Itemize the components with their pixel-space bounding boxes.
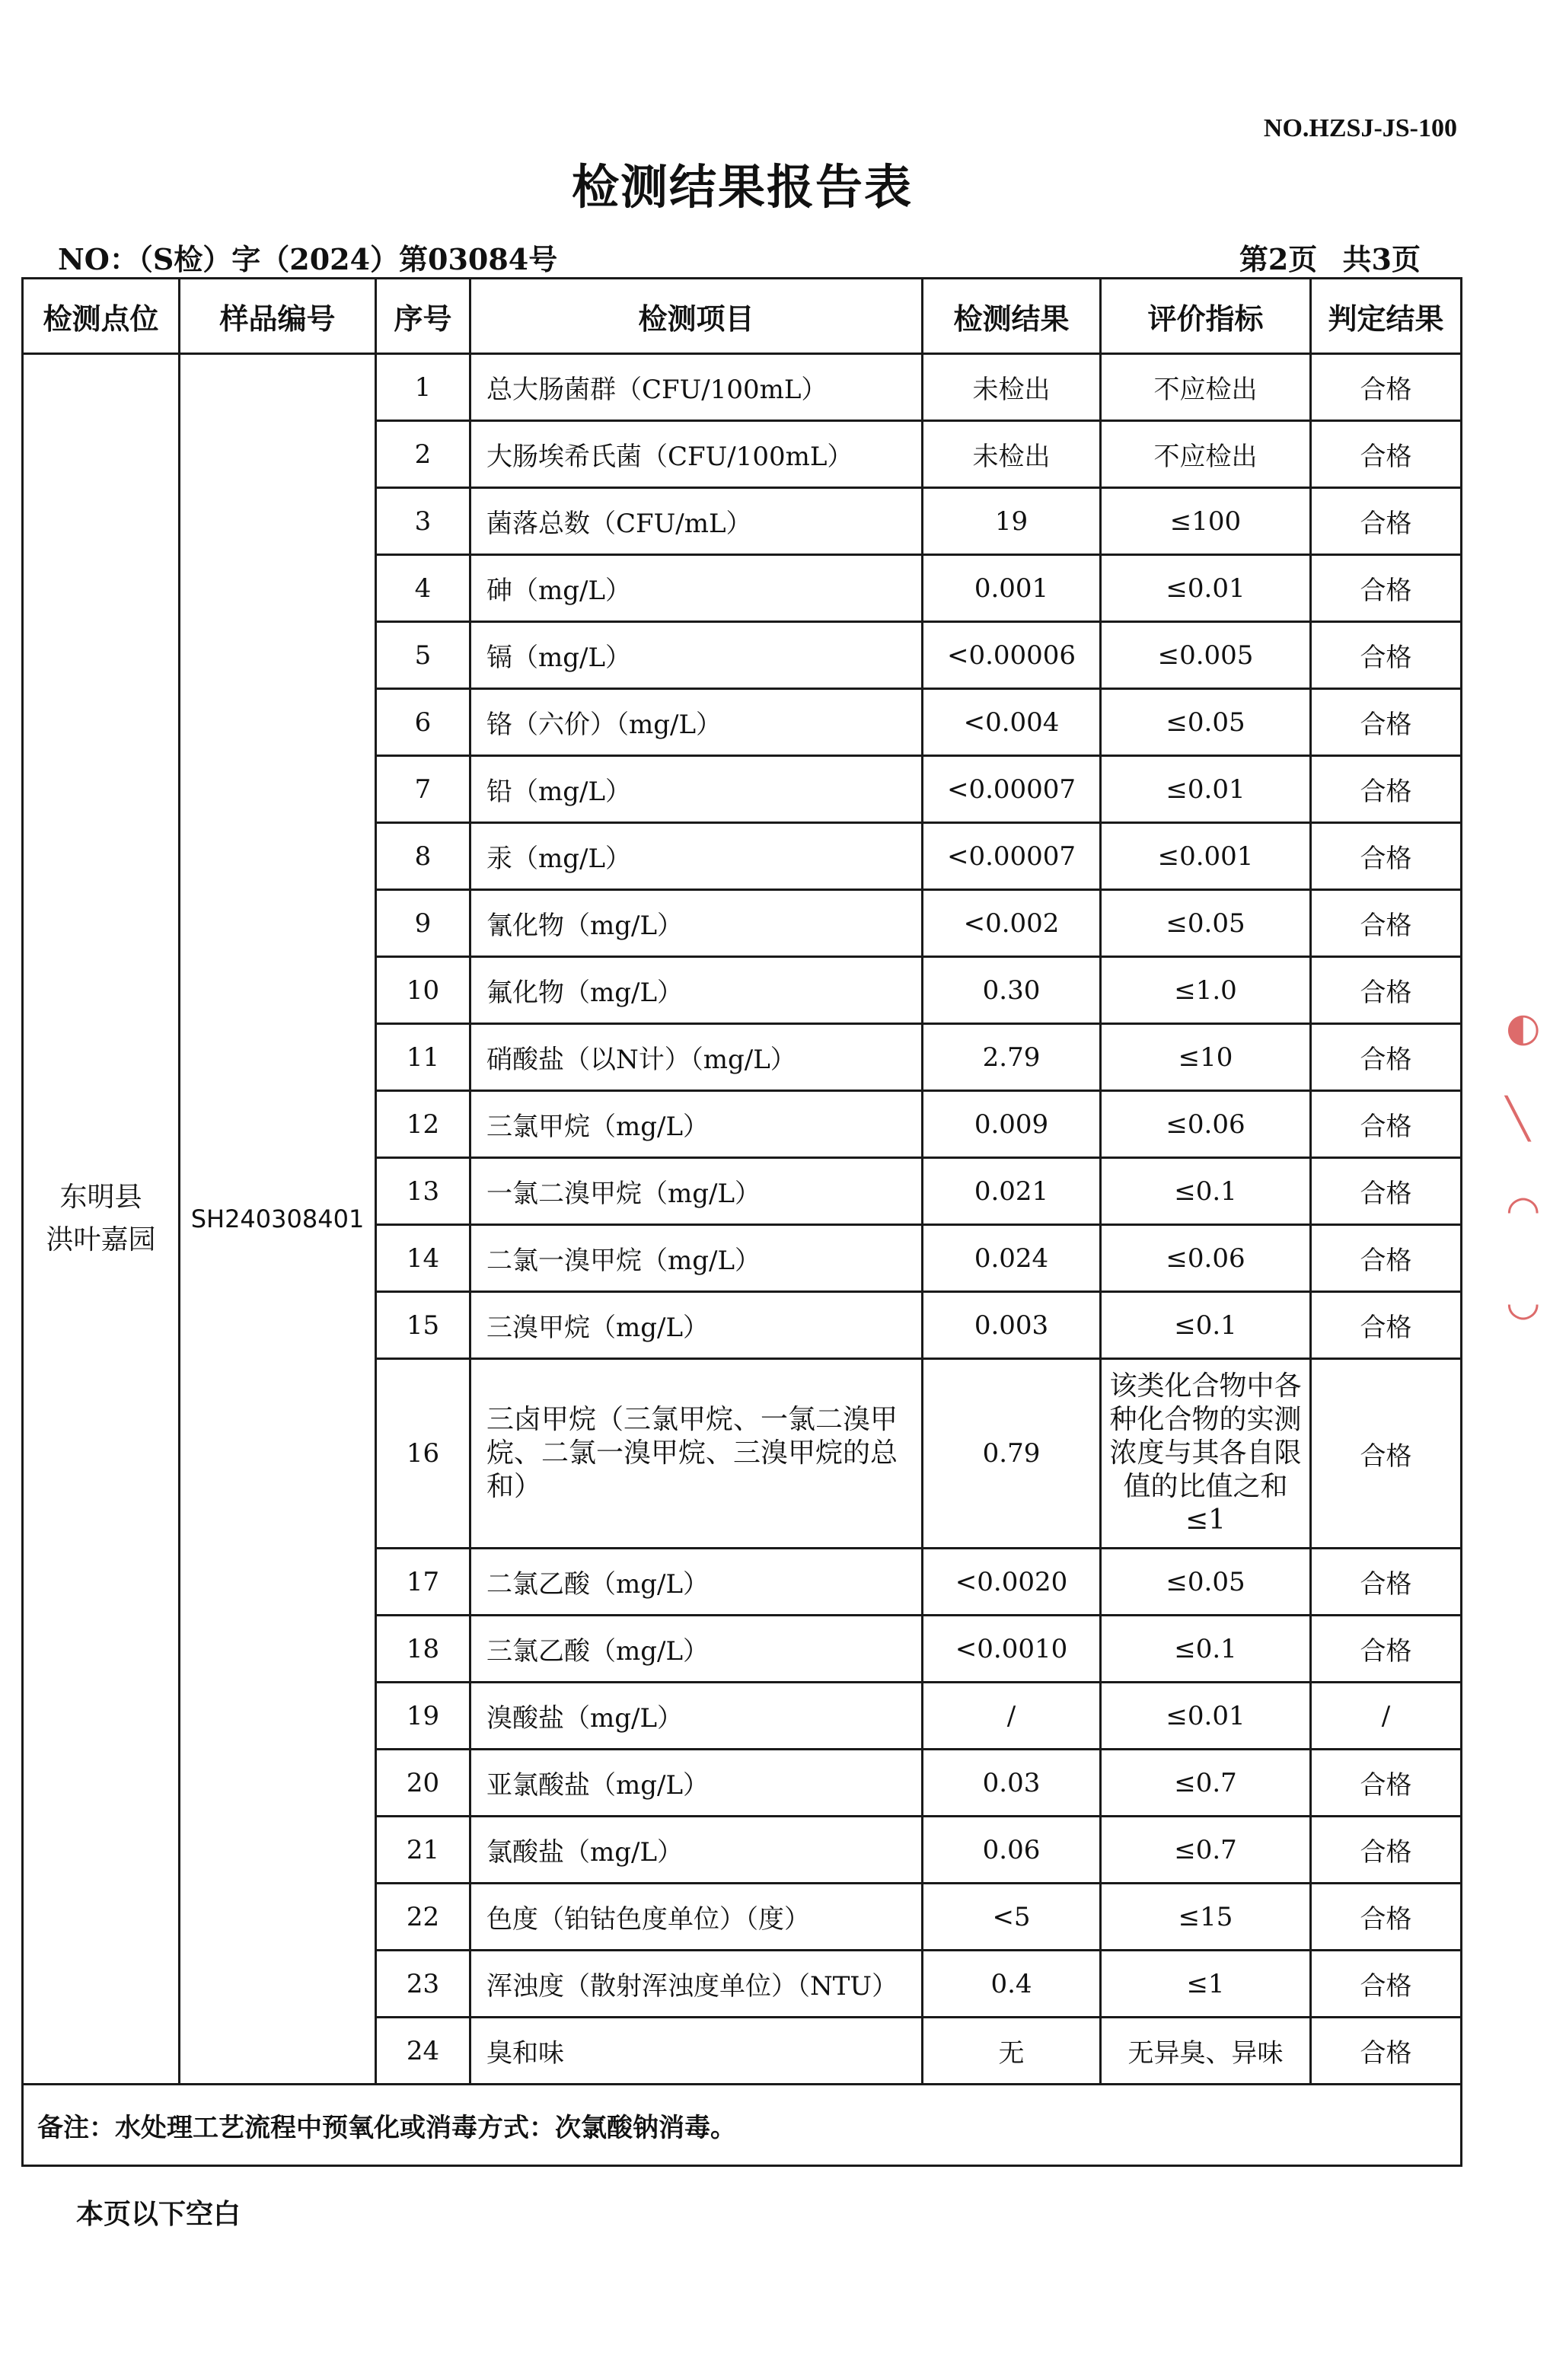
row-verdict: 合格	[1311, 1750, 1462, 1817]
row-item: 三氯甲烷（mg/L）	[470, 1091, 923, 1158]
row-result: <0.00007	[923, 823, 1101, 890]
sample-id: SH240308401	[180, 354, 376, 2085]
row-number: 19	[376, 1683, 470, 1750]
row-result: <0.00007	[923, 756, 1101, 823]
table-header-row	[23, 279, 1462, 354]
row-result: 0.021	[923, 1158, 1101, 1225]
row-standard: 无异臭、异味	[1101, 2018, 1311, 2085]
row-number: 4	[376, 555, 470, 622]
row-standard: ≤0.01	[1101, 756, 1311, 823]
row-standard: ≤1	[1101, 1951, 1311, 2018]
row-verdict: 合格	[1311, 1359, 1462, 1549]
row-standard: ≤0.001	[1101, 823, 1311, 890]
results-table	[21, 277, 1462, 2167]
row-result: 2.79	[923, 1024, 1101, 1091]
row-standard: ≤1.0	[1101, 957, 1311, 1024]
seal-mark: ◠	[1506, 1188, 1541, 1233]
row-number: 17	[376, 1549, 470, 1616]
seal-mark: ╲	[1506, 1096, 1530, 1142]
row-number: 11	[376, 1024, 470, 1091]
col-header-number: 序号	[376, 279, 470, 354]
row-verdict: 合格	[1311, 756, 1462, 823]
row-result: 0.03	[923, 1750, 1101, 1817]
row-item: 铬（六价）（mg/L）	[470, 689, 923, 756]
row-standard: ≤0.1	[1101, 1616, 1311, 1683]
row-result: <0.0010	[923, 1616, 1101, 1683]
row-result: <0.0020	[923, 1549, 1101, 1616]
row-number: 10	[376, 957, 470, 1024]
row-standard: ≤0.7	[1101, 1817, 1311, 1884]
col-header-verdict: 判定结果	[1311, 279, 1462, 354]
row-item: 三氯乙酸（mg/L）	[470, 1616, 923, 1683]
row-verdict: /	[1311, 1683, 1462, 1750]
col-header-item: 检测项目	[470, 279, 923, 354]
red-seal-stamp-fragment	[1506, 982, 1550, 1363]
row-verdict: 合格	[1311, 354, 1462, 421]
row-number: 1	[376, 354, 470, 421]
row-standard: ≤100	[1101, 488, 1311, 555]
row-standard: ≤15	[1101, 1884, 1311, 1951]
row-result: <0.004	[923, 689, 1101, 756]
location-line: 洪叶嘉园	[46, 1224, 156, 1255]
page-total: 共3页	[1342, 242, 1421, 276]
page-current: 第2页	[1239, 242, 1318, 276]
row-verdict: 合格	[1311, 1225, 1462, 1292]
row-result: /	[923, 1683, 1101, 1750]
row-number: 5	[376, 622, 470, 689]
row-number: 9	[376, 890, 470, 957]
row-verdict: 合格	[1311, 2018, 1462, 2085]
row-item: 三溴甲烷（mg/L）	[470, 1292, 923, 1359]
row-result: 0.06	[923, 1817, 1101, 1884]
table-row	[23, 354, 1462, 421]
row-verdict: 合格	[1311, 1951, 1462, 2018]
row-number: 20	[376, 1750, 470, 1817]
row-item: 氟化物（mg/L）	[470, 957, 923, 1024]
row-verdict: 合格	[1311, 1884, 1462, 1951]
row-number: 2	[376, 421, 470, 488]
page-title: 检测结果报告表	[571, 159, 913, 215]
seal-mark: ◐	[1506, 1005, 1541, 1051]
row-verdict: 合格	[1311, 622, 1462, 689]
row-number: 24	[376, 2018, 470, 2085]
row-standard: ≤0.05	[1101, 1549, 1311, 1616]
row-item: 二氯一溴甲烷（mg/L）	[470, 1225, 923, 1292]
row-result: 0.4	[923, 1951, 1101, 2018]
row-number: 22	[376, 1884, 470, 1951]
row-verdict: 合格	[1311, 1817, 1462, 1884]
row-result: <0.00006	[923, 622, 1101, 689]
row-item: 硝酸盐（以N计）（mg/L）	[470, 1024, 923, 1091]
row-result: <5	[923, 1884, 1101, 1951]
remarks: 备注：水处理工艺流程中预氧化或消毒方式：次氯酸钠消毒。	[23, 2085, 1462, 2166]
row-verdict: 合格	[1311, 823, 1462, 890]
col-header-sample-id: 样品编号	[180, 279, 376, 354]
col-header-result: 检测结果	[923, 279, 1101, 354]
row-standard: ≤0.7	[1101, 1750, 1311, 1817]
row-standard: ≤0.01	[1101, 1683, 1311, 1750]
row-result: 无	[923, 2018, 1101, 2085]
row-verdict: 合格	[1311, 689, 1462, 756]
row-item: 镉（mg/L）	[470, 622, 923, 689]
row-item: 溴酸盐（mg/L）	[470, 1683, 923, 1750]
row-result: 0.024	[923, 1225, 1101, 1292]
row-item: 菌落总数（CFU/mL）	[470, 488, 923, 555]
row-standard: 不应检出	[1101, 354, 1311, 421]
row-number: 13	[376, 1158, 470, 1225]
row-result: 未检出	[923, 354, 1101, 421]
row-item: 氰化物（mg/L）	[470, 890, 923, 957]
row-standard: 不应检出	[1101, 421, 1311, 488]
row-standard: 该类化合物中各种化合物的实测浓度与其各自限值的比值之和≤1	[1101, 1359, 1311, 1549]
row-result: <0.002	[923, 890, 1101, 957]
row-item: 大肠埃希氏菌（CFU/100mL）	[470, 421, 923, 488]
row-standard: ≤0.05	[1101, 689, 1311, 756]
row-result: 0.30	[923, 957, 1101, 1024]
page-indicator	[1239, 236, 1421, 278]
row-verdict: 合格	[1311, 1158, 1462, 1225]
row-item: 三卤甲烷（三氯甲烷、一氯二溴甲烷、二氯一溴甲烷、三溴甲烷的总和）	[470, 1359, 923, 1549]
row-item: 二氯乙酸（mg/L）	[470, 1549, 923, 1616]
row-item: 汞（mg/L）	[470, 823, 923, 890]
row-number: 7	[376, 756, 470, 823]
row-item: 浑浊度（散射浑浊度单位）（NTU）	[470, 1951, 923, 2018]
row-number: 8	[376, 823, 470, 890]
row-number: 14	[376, 1225, 470, 1292]
row-number: 6	[376, 689, 470, 756]
row-number: 16	[376, 1359, 470, 1549]
sampling-location	[23, 354, 180, 2085]
row-result: 0.001	[923, 555, 1101, 622]
row-verdict: 合格	[1311, 421, 1462, 488]
row-verdict: 合格	[1311, 555, 1462, 622]
row-standard: ≤0.05	[1101, 890, 1311, 957]
row-result: 未检出	[923, 421, 1101, 488]
report-number: NO：（S检）字（2024）第03084号	[58, 242, 558, 276]
col-header-standard: 评价指标	[1101, 279, 1311, 354]
row-verdict: 合格	[1311, 1024, 1462, 1091]
row-verdict: 合格	[1311, 890, 1462, 957]
row-verdict: 合格	[1311, 1292, 1462, 1359]
row-result: 0.009	[923, 1091, 1101, 1158]
row-number: 15	[376, 1292, 470, 1359]
seal-mark: ◡	[1506, 1279, 1541, 1325]
row-result: 0.79	[923, 1359, 1101, 1549]
row-item: 一氯二溴甲烷（mg/L）	[470, 1158, 923, 1225]
row-item: 臭和味	[470, 2018, 923, 2085]
row-number: 21	[376, 1817, 470, 1884]
remarks-row	[23, 2085, 1462, 2166]
row-number: 23	[376, 1951, 470, 2018]
row-verdict: 合格	[1311, 1616, 1462, 1683]
row-standard: ≤0.06	[1101, 1091, 1311, 1158]
row-result: 0.003	[923, 1292, 1101, 1359]
row-item: 总大肠菌群（CFU/100mL）	[470, 354, 923, 421]
location-line: 东明县	[59, 1182, 142, 1213]
row-verdict: 合格	[1311, 957, 1462, 1024]
col-header-location: 检测点位	[23, 279, 180, 354]
row-standard: ≤0.1	[1101, 1292, 1311, 1359]
row-verdict: 合格	[1311, 488, 1462, 555]
row-standard: ≤10	[1101, 1024, 1311, 1091]
row-standard: ≤0.1	[1101, 1158, 1311, 1225]
document-code: NO.HZSJ-JS-100	[1263, 114, 1457, 142]
row-result: 19	[923, 488, 1101, 555]
row-number: 3	[376, 488, 470, 555]
row-item: 氯酸盐（mg/L）	[470, 1817, 923, 1884]
row-number: 18	[376, 1616, 470, 1683]
row-verdict: 合格	[1311, 1549, 1462, 1616]
row-standard: ≤0.005	[1101, 622, 1311, 689]
row-item: 亚氯酸盐（mg/L）	[470, 1750, 923, 1817]
row-number: 12	[376, 1091, 470, 1158]
row-standard: ≤0.01	[1101, 555, 1311, 622]
row-item: 砷（mg/L）	[470, 555, 923, 622]
blank-page-note: 本页以下空白	[76, 2198, 241, 2230]
row-item: 色度（铂钴色度单位）（度）	[470, 1884, 923, 1951]
row-verdict: 合格	[1311, 1091, 1462, 1158]
row-item: 铅（mg/L）	[470, 756, 923, 823]
row-standard: ≤0.06	[1101, 1225, 1311, 1292]
